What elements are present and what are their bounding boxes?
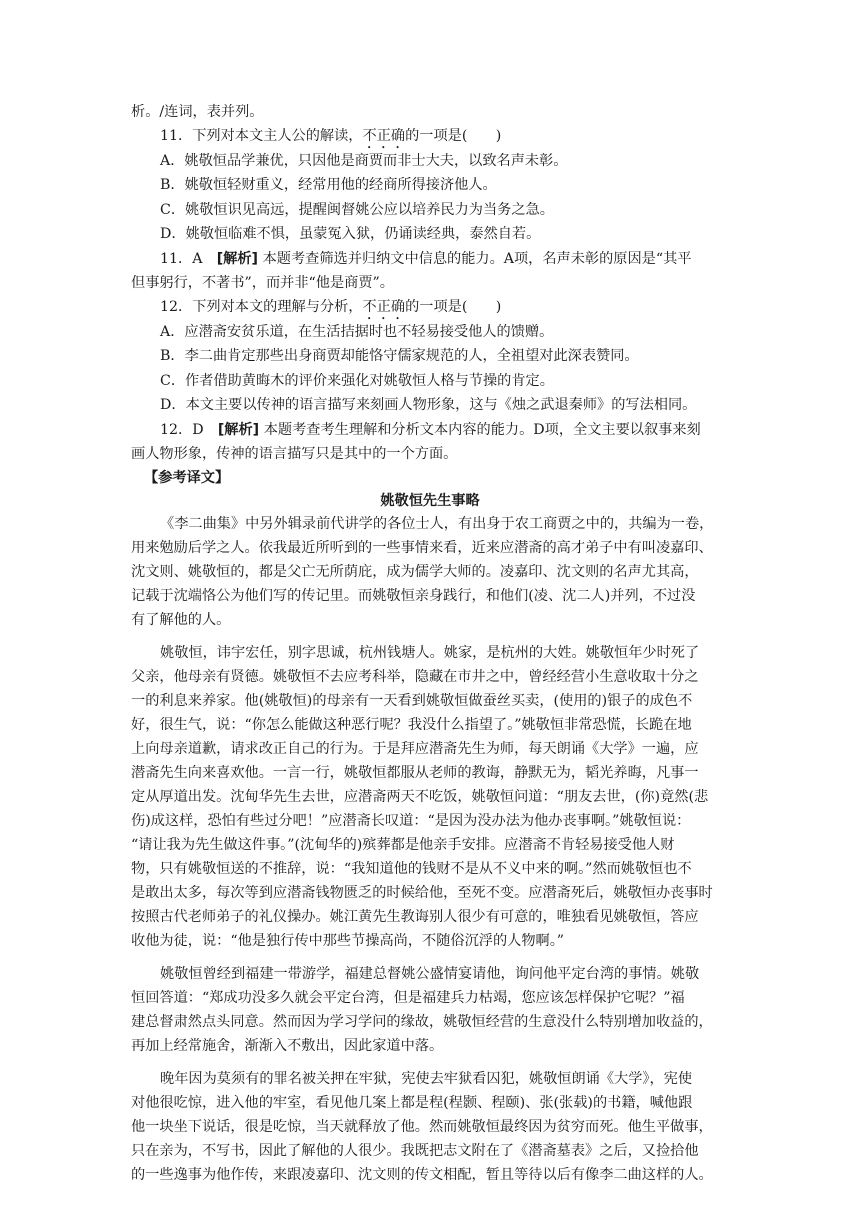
para2-line: 潜斋先生向来喜欢他。一言一行，姚敬恒都服从老师的教诲，静默无为，韬光养晦，凡事一 — [131, 765, 699, 781]
para4-line: 对他很吃惊，进入他的牢室，看见他几案上都是程(程颢、程颐)、张(张载)的书籍，喊他跟 — [131, 1095, 693, 1111]
para4-line: 晚年因为莫须有的罪名被关押在牢狱，宪使去牢狱看囚犯，姚敬恒朗诵《大学》，宪使 — [160, 1071, 693, 1087]
option-11b: B．姚敬恒轻财重义，经常用他的经商所得接济他人。 — [160, 177, 497, 193]
jiexi-label: [解析] — [217, 422, 260, 438]
question-11 — [160, 125, 501, 152]
para1-line: 记载于沈端恪公为他们写的传记里。而姚敬恒亲身践行，和他们(凌、沈二人)并列，不过没 — [131, 588, 696, 604]
para2-line: 伤)成这样，恐怕有些过分吧！”应潜斋长叹道：“是因为没办法为他办丧事啊。”姚敬恒说： — [131, 813, 691, 829]
question-11-number: 11．下列对本文主人公的解读， — [160, 128, 363, 144]
answer-11-label: 11．A — [160, 251, 203, 267]
para1-line: 用来勉励后学之人。依我最近所听到的一些事情来看，近来应潜斋的高才弟子中有叫凌嘉印、 — [131, 540, 713, 556]
translation-heading: 【参考译文】 — [144, 470, 230, 486]
para4-line: 他一块坐下说话，很是吃惊，当天就释放了他。然而姚敬恒最终因为贫穷而死。他生平做事， — [131, 1119, 713, 1135]
question-12-rest: 的一项是( ) — [405, 299, 502, 315]
para2-line: 是敢出太多，每次等到应潜斋钱物匮乏的时候给他，至死不变。应潜斋死后，姚敬恒办丧事时 — [131, 885, 713, 901]
para3-line: 建总督肃然点头同意。然而因为学习学问的缘故，姚敬恒经营的生意没什么特别增加收益的， — [131, 1014, 713, 1030]
option-11a: A．姚敬恒品学兼优，只因他是商贾而非士大夫，以致名声未彰。 — [160, 153, 568, 169]
para2-line: 姚敬恒，讳宇宏任，别字思诚，杭州钱塘人。姚家，是杭州的大姓。姚敬恒年少时死了 — [160, 645, 700, 661]
option-12c: C．作者借助黄晦木的评价来强化对姚敬恒人格与节操的肯定。 — [160, 373, 554, 389]
para2-line: 物，只有姚敬恒送的不推辞，说：“我知道他的钱财不是从不义中来的啊。”然而姚敬恒也不 — [131, 861, 692, 877]
option-11c: C．姚敬恒识见高远，提醒闽督姚公应以培养民力为当务之急。 — [160, 202, 554, 218]
para3-line: 姚敬恒曾经到福建一带游学，福建总督姚公盛情宴请他，询问他平定台湾的事情。姚敬 — [160, 966, 700, 982]
para2-line: 父亲，他母亲有贤德。姚敬恒不去应考科举，隐藏在市井之中，曾经经营小生意收取十分之 — [131, 669, 699, 685]
question-11-emphasis: 不正确 — [362, 128, 406, 144]
text-line: 析。/连词，表并列。 — [131, 104, 264, 120]
answer-12-label: 12．D — [160, 422, 204, 438]
para3-line: 再加上经常施舍，渐渐入不敷出，因此家道中落。 — [131, 1038, 444, 1054]
option-12a: A．应潜斋安贫乐道，在生活拮据时也不轻易接受他人的馈赠。 — [160, 324, 554, 340]
question-11-rest: 的一项是( ) — [405, 128, 502, 144]
para2-line: 收他为徒，说：“他是独行传中那些节操高尚，不随俗沉浮的人物啊。” — [131, 933, 565, 949]
para2-line: 上向母亲道歉，请求改正自己的行为。于是拜应潜斋先生为师，每天朗诵《大学》一遍，应 — [131, 741, 699, 757]
article-title: 姚敬恒先生事略 — [380, 493, 480, 509]
para2-line: 按照古代老师弟子的礼仪操办。姚江黄先生教诲别人很少有可意的，唯独看见姚敬恒，答应 — [131, 909, 699, 925]
para2-line: 定从厚道出发。沈甸华先生去世，应潜斋两天不吃饭，姚敬恒问道：“朋友去世，(你)竟然(悲 — [131, 789, 709, 805]
para1-line: 《李二曲集》中另外辑录前代讲学的各位士人，有出身于农工商贾之中的，共编为一卷， — [160, 516, 714, 532]
para4-line: 的一些逸事为他作传，来跟凌嘉印、沈文则的传文相配，暂且等待以后有像李二曲这样的人。 — [131, 1167, 713, 1183]
answer-12 — [160, 419, 701, 441]
question-12-emphasis: 不正确 — [362, 299, 406, 315]
answer-11 — [160, 248, 692, 270]
para2-line: “请让我为先生做这件事。”(沈甸华的)殡葬都是他亲手安排。应潜斋不肯轻易接受他人财 — [131, 837, 675, 853]
answer-11-text: 本题考查筛选并归纳文中信息的能力。A项，名声未彰的原因是“其平 — [262, 251, 692, 267]
text-line: 但事躬行，不著书”，而并非“他是商贾”。 — [131, 275, 394, 291]
jiexi-label: [解析] — [216, 251, 259, 267]
option-12b: B．李二曲肯定那些出身商贾却能恪守儒家规范的人，全祖望对此深表赞同。 — [160, 348, 639, 364]
question-12 — [160, 296, 501, 323]
para1-line: 有了解他的人。 — [131, 612, 231, 628]
para1-line: 沈文则、姚敬恒的，都是父亡无所荫庇，成为儒学大师的。凌嘉印、沈文则的名声尤其高， — [131, 564, 699, 580]
para4-line: 只在亲为，不写书，因此了解他的人很少。我既把志文附在了《潜斋墓表》之后，又捡拾他 — [131, 1143, 699, 1159]
text-line: 画人物形象，传神的语言描写只是其中的一个方面。 — [131, 446, 458, 462]
option-11d: D．姚敬恒临难不惧，虽蒙冤入狱，仍诵读经典，泰然自若。 — [160, 226, 541, 242]
option-12d: D．本文主要以传神的语言描写来刻画人物形象，这与《烛之武退秦师》的写法相同。 — [160, 397, 697, 413]
question-12-number: 12．下列对本文的理解与分析， — [160, 299, 363, 315]
para3-line: 恒回答道：“郑成功没多久就会平定台湾，但是福建兵力枯竭，您应该怎样保护它呢？”福 — [131, 990, 685, 1006]
answer-12-text: 本题考查考生理解和分析文本内容的能力。D项，全文主要以叙事来刻 — [263, 422, 701, 438]
para2-line: 好，很生气，说：“你怎么能做这种恶行呢？我没什么指望了。”姚敬恒非常恐慌，长跪在地 — [131, 717, 692, 733]
para2-line: 一的利息来养家。他(姚敬恒)的母亲有一天看到姚敬恒做蚕丝买卖，(使用的)银子的成色不 — [131, 693, 693, 709]
